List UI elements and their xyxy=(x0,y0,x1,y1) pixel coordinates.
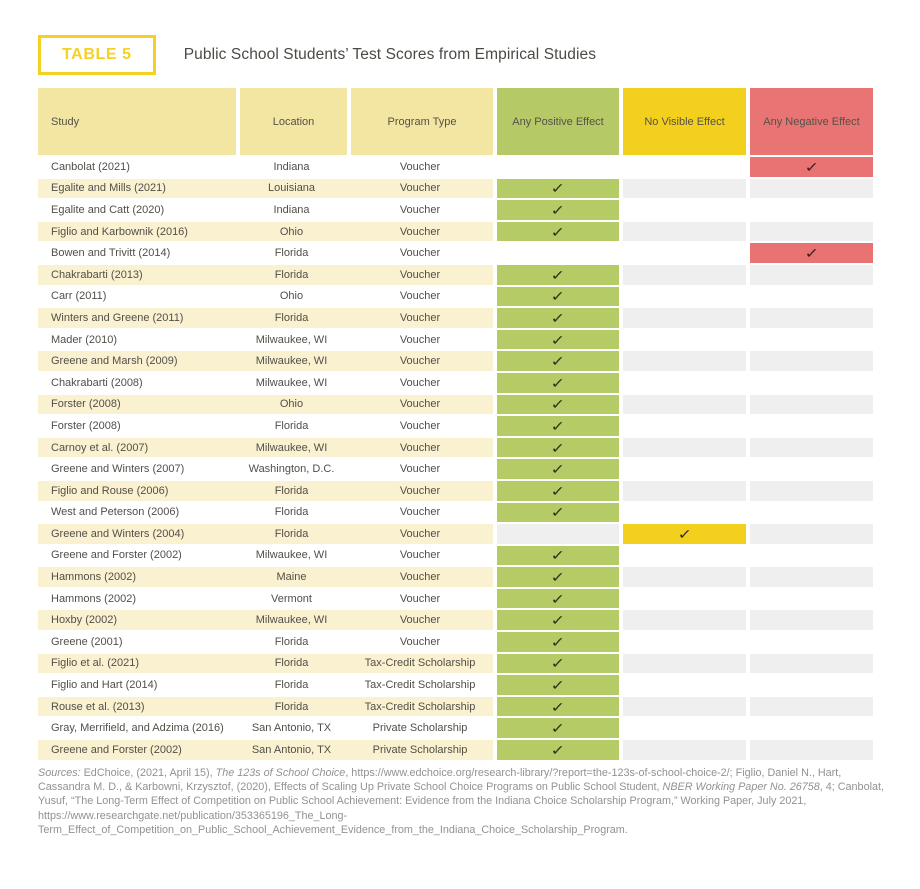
effect-cell-negative xyxy=(750,222,873,242)
study-info-cell xyxy=(38,308,493,328)
table-row xyxy=(38,351,886,371)
table-row xyxy=(38,416,886,436)
program-cell: Voucher xyxy=(399,355,441,368)
effect-cell-negative xyxy=(750,610,873,630)
location-cell: Milwaukee, WI xyxy=(255,376,328,389)
effect-cell-none xyxy=(623,157,746,177)
program-cell: Voucher xyxy=(399,484,441,497)
sources-text-1: EdChoice, (2021, April 15), xyxy=(83,766,216,779)
effect-cell-positive xyxy=(497,373,619,393)
effect-cell-positive xyxy=(497,200,619,220)
effect-cell-negative xyxy=(750,589,873,609)
effect-cell-none xyxy=(623,632,746,652)
effect-cell-none xyxy=(623,308,746,328)
location-cell: Ohio xyxy=(279,398,304,411)
study-info-cell xyxy=(38,524,493,544)
check-icon: ✓ xyxy=(550,633,566,650)
check-icon: ✓ xyxy=(550,482,566,499)
table-row xyxy=(38,373,886,393)
study-info-cell xyxy=(38,416,493,436)
report-page xyxy=(0,34,920,837)
effect-cell-positive xyxy=(497,157,619,177)
check-icon: ✓ xyxy=(550,396,566,413)
location-cell: Florida xyxy=(274,679,309,692)
study-info-cell xyxy=(38,351,493,371)
effect-cell-none xyxy=(623,243,746,263)
location-cell: San Antonio, TX xyxy=(251,722,332,735)
effect-cell-positive xyxy=(497,524,619,544)
effect-cell-negative xyxy=(750,459,873,479)
check-icon: ✓ xyxy=(550,741,566,758)
check-icon: ✓ xyxy=(550,547,566,564)
check-icon: ✓ xyxy=(550,417,566,434)
study-cell: Greene and Forster (2002) xyxy=(51,743,182,756)
study-cell: Chakrabarti (2008) xyxy=(51,376,143,389)
program-cell: Tax-Credit Scholarship xyxy=(364,657,476,670)
effect-cell-positive xyxy=(497,546,619,566)
program-cell: Voucher xyxy=(399,268,441,281)
effect-cell-positive xyxy=(497,308,619,328)
table-row xyxy=(38,481,886,501)
effect-cell-negative xyxy=(750,395,873,415)
effect-cell-negative xyxy=(750,438,873,458)
table-row xyxy=(38,459,886,479)
location-cell: Vermont xyxy=(271,592,312,605)
study-cell: Figlio et al. (2021) xyxy=(51,657,140,670)
effect-cell-none xyxy=(623,222,746,242)
sources-text-3: , 4; Canbolat, Yusuf, “The Long-Term Effect of Competition on Public School Achievement: Evidence from the Indiana Choice Scholarship Program,” Working Paper, July 2021, https://www.researchgate.net/publication/353365196_The_Long-Term_Effect_of_Competition_on_Public_School_Achievement_Evidence_from_the_Indiana_Choice_Scholarship_Program. xyxy=(38,780,884,837)
program-cell: Private Scholarship xyxy=(372,743,468,756)
check-icon: ✓ xyxy=(550,353,566,370)
effect-cell-negative xyxy=(750,373,873,393)
check-icon: ✓ xyxy=(550,288,566,305)
effect-cell-negative xyxy=(750,481,873,501)
effect-cell-positive xyxy=(497,481,619,501)
program-cell: Voucher xyxy=(399,571,441,584)
effect-cell-none xyxy=(623,503,746,523)
study-info-cell xyxy=(38,675,493,695)
location-cell: Milwaukee, WI xyxy=(255,333,328,346)
check-icon: ✓ xyxy=(550,698,566,715)
check-icon: ✓ xyxy=(550,180,566,197)
study-info-cell xyxy=(38,438,493,458)
sources-text-2: , https://www.edchoice.org/research-library/?report=the-123s-of-school-choice-2/; Figlio, Daniel N., Hart, Cassandra M. D., & Karbowni, Krzysztof, (2020), Effects of Scaling Up Private School Choice Programs on Public School Student, xyxy=(38,766,842,793)
effect-cell-negative xyxy=(750,200,873,220)
location-cell: Florida xyxy=(274,419,309,432)
study-cell: Gray, Merrifield, and Adzima (2016) xyxy=(51,722,224,735)
table-row xyxy=(38,308,886,328)
table-row xyxy=(38,589,886,609)
effect-cell-positive xyxy=(497,740,619,760)
study-info-cell xyxy=(38,740,493,760)
study-cell: Greene and Winters (2007) xyxy=(51,463,185,476)
study-cell: Greene and Forster (2002) xyxy=(51,549,182,562)
table-row xyxy=(38,438,886,458)
check-icon: ✓ xyxy=(550,612,566,629)
study-cell: Carr (2011) xyxy=(51,290,107,303)
effect-cell-negative xyxy=(750,179,873,199)
effect-cell-positive xyxy=(497,438,619,458)
study-cell: Figlio and Rouse (2006) xyxy=(51,484,169,497)
table-row xyxy=(38,718,886,738)
table-row xyxy=(38,740,886,760)
location-cell: Florida xyxy=(274,311,309,324)
study-info-cell xyxy=(38,654,493,674)
study-cell: West and Peterson (2006) xyxy=(51,506,180,519)
effect-cell-positive xyxy=(497,287,619,307)
table-body xyxy=(38,157,886,760)
location-cell: Indiana xyxy=(273,160,310,173)
study-cell: Bowen and Trivitt (2014) xyxy=(51,247,171,260)
effect-cell-positive xyxy=(497,243,619,263)
study-info-cell xyxy=(38,546,493,566)
table-number-badge xyxy=(38,35,156,75)
table-row xyxy=(38,287,886,307)
table-row xyxy=(38,243,886,263)
effect-cell-none xyxy=(623,459,746,479)
location-cell: Maine xyxy=(276,571,307,584)
study-info-cell xyxy=(38,222,493,242)
study-cell: Figlio and Hart (2014) xyxy=(51,679,158,692)
sources-paper-italic: NBER Working Paper No. 26758 xyxy=(662,780,820,793)
study-cell: Greene (2001) xyxy=(51,635,123,648)
table-header-row xyxy=(38,88,886,155)
study-info-cell xyxy=(38,157,493,177)
table-row xyxy=(38,654,886,674)
program-cell: Voucher xyxy=(399,160,441,173)
study-info-cell xyxy=(38,243,493,263)
table-row xyxy=(38,330,886,350)
study-cell: Canbolat (2021) xyxy=(51,160,130,173)
location-cell: Milwaukee, WI xyxy=(255,441,328,454)
study-cell: Chakrabarti (2013) xyxy=(51,268,143,281)
study-info-cell xyxy=(38,481,493,501)
effect-cell-positive xyxy=(497,459,619,479)
effect-cell-negative xyxy=(750,697,873,717)
page-title: Public School Students’ Test Scores from Empirical Studies xyxy=(183,46,597,63)
study-info-cell xyxy=(38,200,493,220)
program-cell: Tax-Credit Scholarship xyxy=(364,700,476,713)
check-icon: ✓ xyxy=(550,331,566,348)
location-cell: Louisiana xyxy=(267,182,316,195)
check-icon: ✓ xyxy=(550,720,566,737)
effect-cell-negative xyxy=(750,524,873,544)
column-header-location: Location xyxy=(240,88,347,155)
effect-cell-none xyxy=(623,481,746,501)
study-info-cell xyxy=(38,179,493,199)
effect-cell-negative xyxy=(750,740,873,760)
study-cell: Rouse et al. (2013) xyxy=(51,700,145,713)
program-cell: Private Scholarship xyxy=(372,722,468,735)
effect-cell-negative xyxy=(750,546,873,566)
study-cell: Mader (2010) xyxy=(51,333,118,346)
study-cell: Forster (2008) xyxy=(51,398,121,411)
program-cell: Voucher xyxy=(399,398,441,411)
location-cell: Florida xyxy=(274,484,309,497)
column-header-study: Study xyxy=(38,88,236,155)
effect-cell-positive xyxy=(497,265,619,285)
study-info-cell xyxy=(38,718,493,738)
effect-cell-negative xyxy=(750,503,873,523)
effect-cell-none xyxy=(623,395,746,415)
effect-cell-negative xyxy=(750,718,873,738)
check-icon: ✓ xyxy=(550,309,566,326)
effect-cell-positive xyxy=(497,718,619,738)
table-row xyxy=(38,567,886,587)
study-info-cell xyxy=(38,330,493,350)
program-cell: Voucher xyxy=(399,419,441,432)
program-cell: Voucher xyxy=(399,441,441,454)
study-cell: Forster (2008) xyxy=(51,419,121,432)
study-cell: Hammons (2002) xyxy=(51,571,136,584)
check-icon: ✓ xyxy=(550,266,566,283)
effect-cell-none xyxy=(623,740,746,760)
effect-cell-none xyxy=(623,200,746,220)
effect-cell-positive xyxy=(497,567,619,587)
effect-cell-positive xyxy=(497,632,619,652)
location-cell: Florida xyxy=(274,247,309,260)
effect-cell-positive xyxy=(497,503,619,523)
table-row xyxy=(38,179,886,199)
location-cell: Florida xyxy=(274,635,309,648)
effect-cell-negative xyxy=(750,265,873,285)
effect-cell-positive xyxy=(497,654,619,674)
program-cell: Voucher xyxy=(399,290,441,303)
program-cell: Voucher xyxy=(399,376,441,389)
program-cell: Voucher xyxy=(399,506,441,519)
table-row xyxy=(38,697,886,717)
location-cell: Ohio xyxy=(279,225,304,238)
table-row xyxy=(38,157,886,177)
effect-cell-none xyxy=(623,330,746,350)
check-icon: ✓ xyxy=(550,590,566,607)
location-cell: San Antonio, TX xyxy=(251,743,332,756)
check-icon: ✓ xyxy=(550,461,566,478)
program-cell: Voucher xyxy=(399,463,441,476)
study-info-cell xyxy=(38,373,493,393)
column-header-program-type: Program Type xyxy=(351,88,493,155)
effect-cell-negative xyxy=(750,287,873,307)
location-cell: Washington, D.C. xyxy=(248,463,335,476)
effect-cell-none xyxy=(623,567,746,587)
effect-cell-none xyxy=(623,524,746,544)
effect-cell-negative xyxy=(750,567,873,587)
study-cell: Winters and Greene (2011) xyxy=(51,311,184,324)
effect-cell-negative xyxy=(750,654,873,674)
column-header-negative-effect: Any Negative Effect xyxy=(750,88,873,155)
location-cell: Indiana xyxy=(273,203,310,216)
table-row xyxy=(38,503,886,523)
study-info-cell xyxy=(38,589,493,609)
column-header-positive-effect: Any Positive Effect xyxy=(497,88,619,155)
study-info-cell xyxy=(38,567,493,587)
table-row xyxy=(38,200,886,220)
effect-cell-negative xyxy=(750,632,873,652)
effect-cell-positive xyxy=(497,351,619,371)
effect-cell-none xyxy=(623,265,746,285)
location-cell: Florida xyxy=(274,527,309,540)
effect-cell-negative xyxy=(750,351,873,371)
study-info-cell xyxy=(38,395,493,415)
effect-cell-positive xyxy=(497,697,619,717)
check-icon: ✓ xyxy=(804,245,819,262)
check-icon: ✓ xyxy=(550,439,566,456)
location-cell: Florida xyxy=(274,657,309,670)
program-cell: Voucher xyxy=(399,225,441,238)
table-row xyxy=(38,675,886,695)
location-cell: Milwaukee, WI xyxy=(255,549,328,562)
table-row xyxy=(38,632,886,652)
effect-cell-none xyxy=(623,179,746,199)
study-cell: Egalite and Catt (2020) xyxy=(51,203,165,216)
check-icon: ✓ xyxy=(550,374,566,391)
check-icon: ✓ xyxy=(550,201,566,218)
study-info-cell xyxy=(38,697,493,717)
study-cell: Egalite and Mills (2021) xyxy=(51,182,166,195)
effect-cell-positive xyxy=(497,395,619,415)
effect-cell-none xyxy=(623,373,746,393)
table-number-label: TABLE 5 xyxy=(62,46,132,63)
effect-cell-none xyxy=(623,610,746,630)
check-icon: ✓ xyxy=(804,158,819,175)
study-cell: Hoxby (2002) xyxy=(51,614,118,627)
effect-cell-none xyxy=(623,438,746,458)
table-row xyxy=(38,265,886,285)
location-cell: Florida xyxy=(274,700,309,713)
check-icon: ✓ xyxy=(550,223,566,240)
study-info-cell xyxy=(38,610,493,630)
effect-cell-positive xyxy=(497,675,619,695)
title-block xyxy=(38,34,886,76)
study-cell: Greene and Winters (2004) xyxy=(51,527,185,540)
effect-cell-positive xyxy=(497,179,619,199)
effect-cell-negative xyxy=(750,243,873,263)
effect-cell-none xyxy=(623,675,746,695)
sources-title-italic: The 123s of School Choice xyxy=(215,766,346,779)
table-row xyxy=(38,610,886,630)
study-cell: Figlio and Karbownik (2016) xyxy=(51,225,188,238)
location-cell: Ohio xyxy=(279,290,304,303)
check-icon: ✓ xyxy=(550,655,566,672)
check-icon: ✓ xyxy=(550,677,566,694)
effect-cell-none xyxy=(623,546,746,566)
table-row xyxy=(38,395,886,415)
effect-cell-none xyxy=(623,697,746,717)
effect-cell-negative xyxy=(750,416,873,436)
study-info-cell xyxy=(38,265,493,285)
sources-note xyxy=(38,766,886,838)
effect-cell-none xyxy=(623,589,746,609)
study-cell: Hammons (2002) xyxy=(51,592,136,605)
location-cell: Florida xyxy=(274,268,309,281)
check-icon: ✓ xyxy=(677,525,692,542)
effect-cell-positive xyxy=(497,589,619,609)
program-cell: Tax-Credit Scholarship xyxy=(364,679,476,692)
program-cell: Voucher xyxy=(399,333,441,346)
effect-cell-none xyxy=(623,654,746,674)
effect-cell-positive xyxy=(497,330,619,350)
study-info-cell xyxy=(38,632,493,652)
column-header-no-effect: No Visible Effect xyxy=(623,88,746,155)
studies-table xyxy=(38,88,886,760)
effect-cell-negative xyxy=(750,675,873,695)
table-row xyxy=(38,524,886,544)
program-cell: Voucher xyxy=(399,592,441,605)
table-row xyxy=(38,222,886,242)
program-cell: Voucher xyxy=(399,311,441,324)
effect-cell-positive xyxy=(497,416,619,436)
study-info-cell xyxy=(38,459,493,479)
check-icon: ✓ xyxy=(550,504,566,521)
effect-cell-positive xyxy=(497,610,619,630)
program-cell: Voucher xyxy=(399,635,441,648)
location-cell: Florida xyxy=(274,506,309,519)
program-cell: Voucher xyxy=(399,182,441,195)
location-cell: Milwaukee, WI xyxy=(255,355,328,368)
program-cell: Voucher xyxy=(399,527,441,540)
effect-cell-negative xyxy=(750,157,873,177)
sources-label: Sources: xyxy=(38,766,84,779)
effect-cell-none xyxy=(623,351,746,371)
effect-cell-positive xyxy=(497,222,619,242)
location-cell: Milwaukee, WI xyxy=(255,614,328,627)
effect-cell-none xyxy=(623,718,746,738)
study-cell: Carnoy et al. (2007) xyxy=(51,441,149,454)
effect-cell-negative xyxy=(750,308,873,328)
table-row xyxy=(38,546,886,566)
program-cell: Voucher xyxy=(399,549,441,562)
program-cell: Voucher xyxy=(399,203,441,216)
study-cell: Greene and Marsh (2009) xyxy=(51,355,178,368)
program-cell: Voucher xyxy=(399,614,441,627)
check-icon: ✓ xyxy=(550,569,566,586)
effect-cell-negative xyxy=(750,330,873,350)
effect-cell-none xyxy=(623,287,746,307)
program-cell: Voucher xyxy=(399,247,441,260)
effect-cell-none xyxy=(623,416,746,436)
study-info-cell xyxy=(38,503,493,523)
study-info-cell xyxy=(38,287,493,307)
